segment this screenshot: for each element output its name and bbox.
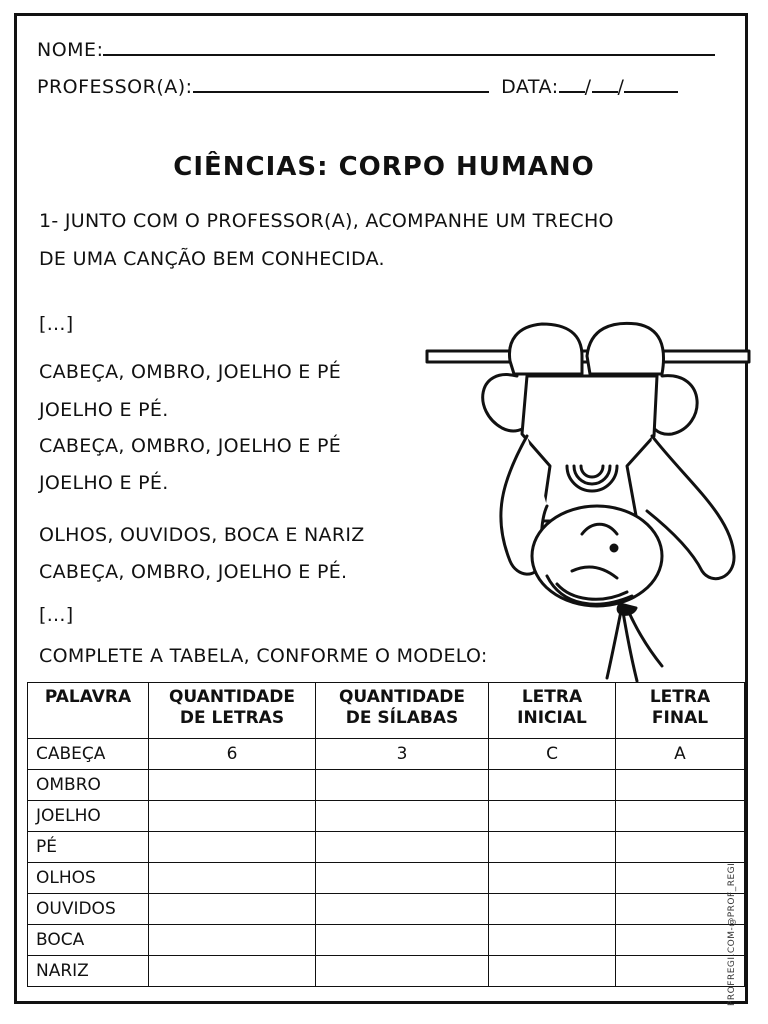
- cell-word: NARIZ: [28, 956, 149, 987]
- cell-word: OLHOS: [28, 863, 149, 894]
- cell-syllable-count[interactable]: [316, 832, 489, 863]
- table-row: [28, 832, 745, 863]
- cell-letter-count[interactable]: [149, 832, 316, 863]
- cell-syllable-count[interactable]: [316, 956, 489, 987]
- cell-initial-letter[interactable]: [489, 863, 616, 894]
- song-ellipsis-start: [...]: [39, 313, 74, 335]
- table-row: [28, 894, 745, 925]
- name-label: NOME:: [37, 39, 104, 61]
- cell-word: PÉ: [28, 832, 149, 863]
- cell-syllable-count[interactable]: [316, 925, 489, 956]
- song-ellipsis-end: [...]: [39, 604, 74, 626]
- table-row: [28, 863, 745, 894]
- cell-letter-count[interactable]: [149, 894, 316, 925]
- cell-syllable-count[interactable]: [316, 863, 489, 894]
- table-header-row: [28, 683, 745, 739]
- header-syllable-count: QUANTIDADE DE SÍLABAS: [316, 683, 489, 739]
- table-row: [28, 956, 745, 987]
- cell-final-letter[interactable]: [616, 832, 745, 863]
- table-row: [28, 770, 745, 801]
- instruction-line-1: 1- JUNTO COM O PROFESSOR(A), ACOMPANHE UM TRECHO: [39, 210, 614, 232]
- cell-word: CABEÇA: [28, 739, 149, 770]
- cell-initial-letter[interactable]: [489, 770, 616, 801]
- teacher-label: PROFESSOR(A):: [37, 76, 193, 98]
- teacher-date-row: [37, 73, 678, 98]
- cell-final-letter[interactable]: [616, 770, 745, 801]
- cell-word: JOELHO: [28, 801, 149, 832]
- cell-final-letter[interactable]: [616, 863, 745, 894]
- cell-final-letter[interactable]: [616, 801, 745, 832]
- cell-initial-letter[interactable]: [489, 956, 616, 987]
- song-line: CABEÇA, OMBRO, JOELHO E PÉ: [39, 361, 342, 383]
- cell-initial-letter[interactable]: [489, 894, 616, 925]
- song-line: JOELHO E PÉ.: [39, 399, 169, 421]
- cell-initial-letter[interactable]: [489, 801, 616, 832]
- header-letter-count: QUANTIDADE DE LETRAS: [149, 683, 316, 739]
- name-row: [37, 36, 715, 61]
- cell-word: BOCA: [28, 925, 149, 956]
- cell-syllable-count[interactable]: [316, 894, 489, 925]
- cell-final-letter: A: [616, 739, 745, 770]
- date-sep-2: /: [617, 76, 625, 98]
- cell-letter-count[interactable]: [149, 770, 316, 801]
- page-title: CIÊNCIAS: CORPO HUMANO: [173, 152, 595, 182]
- cell-initial-letter[interactable]: [489, 925, 616, 956]
- table-row: [28, 925, 745, 956]
- cell-letter-count[interactable]: [149, 956, 316, 987]
- cell-syllable-count: 3: [316, 739, 489, 770]
- table-row: [28, 801, 745, 832]
- table-row: [28, 739, 745, 770]
- cell-initial-letter[interactable]: [489, 832, 616, 863]
- header-word: PALAVRA: [28, 683, 149, 739]
- instruction-line-2: DE UMA CANÇÃO BEM CONHECIDA.: [39, 248, 385, 270]
- cell-letter-count[interactable]: [149, 863, 316, 894]
- cell-final-letter[interactable]: [616, 956, 745, 987]
- cell-letter-count[interactable]: [149, 801, 316, 832]
- date-sep-1: /: [584, 76, 592, 98]
- cell-syllable-count[interactable]: [316, 770, 489, 801]
- date-day-blank[interactable]: [559, 73, 585, 93]
- song-line: CABEÇA, OMBRO, JOELHO E PÉ.: [39, 561, 348, 583]
- song-line: CABEÇA, OMBRO, JOELHO E PÉ: [39, 435, 342, 457]
- credit-text: PROFREGI.COM-@PROF_REGI: [727, 862, 737, 1006]
- cell-letter-count: 6: [149, 739, 316, 770]
- worksheet: [14, 13, 748, 1004]
- cell-final-letter[interactable]: [616, 894, 745, 925]
- date-label: DATA:: [501, 76, 559, 98]
- header-initial-letter: LETRA INICIAL: [489, 683, 616, 739]
- date-month-blank[interactable]: [592, 73, 618, 93]
- song-line: JOELHO E PÉ.: [39, 472, 169, 494]
- cell-word: OMBRO: [28, 770, 149, 801]
- child-hanging-illustration: [422, 316, 752, 686]
- name-blank[interactable]: [103, 36, 715, 56]
- cell-initial-letter: C: [489, 739, 616, 770]
- cell-final-letter[interactable]: [616, 925, 745, 956]
- cell-syllable-count[interactable]: [316, 801, 489, 832]
- teacher-blank[interactable]: [193, 73, 489, 93]
- cell-word: OUVIDOS: [28, 894, 149, 925]
- table-instruction: COMPLETE A TABELA, CONFORME O MODELO:: [39, 645, 488, 667]
- word-table: [27, 682, 745, 987]
- header-final-letter: LETRA FINAL: [616, 683, 745, 739]
- date-year-blank[interactable]: [624, 73, 678, 93]
- cell-letter-count[interactable]: [149, 925, 316, 956]
- song-line: OLHOS, OUVIDOS, BOCA E NARIZ: [39, 524, 365, 546]
